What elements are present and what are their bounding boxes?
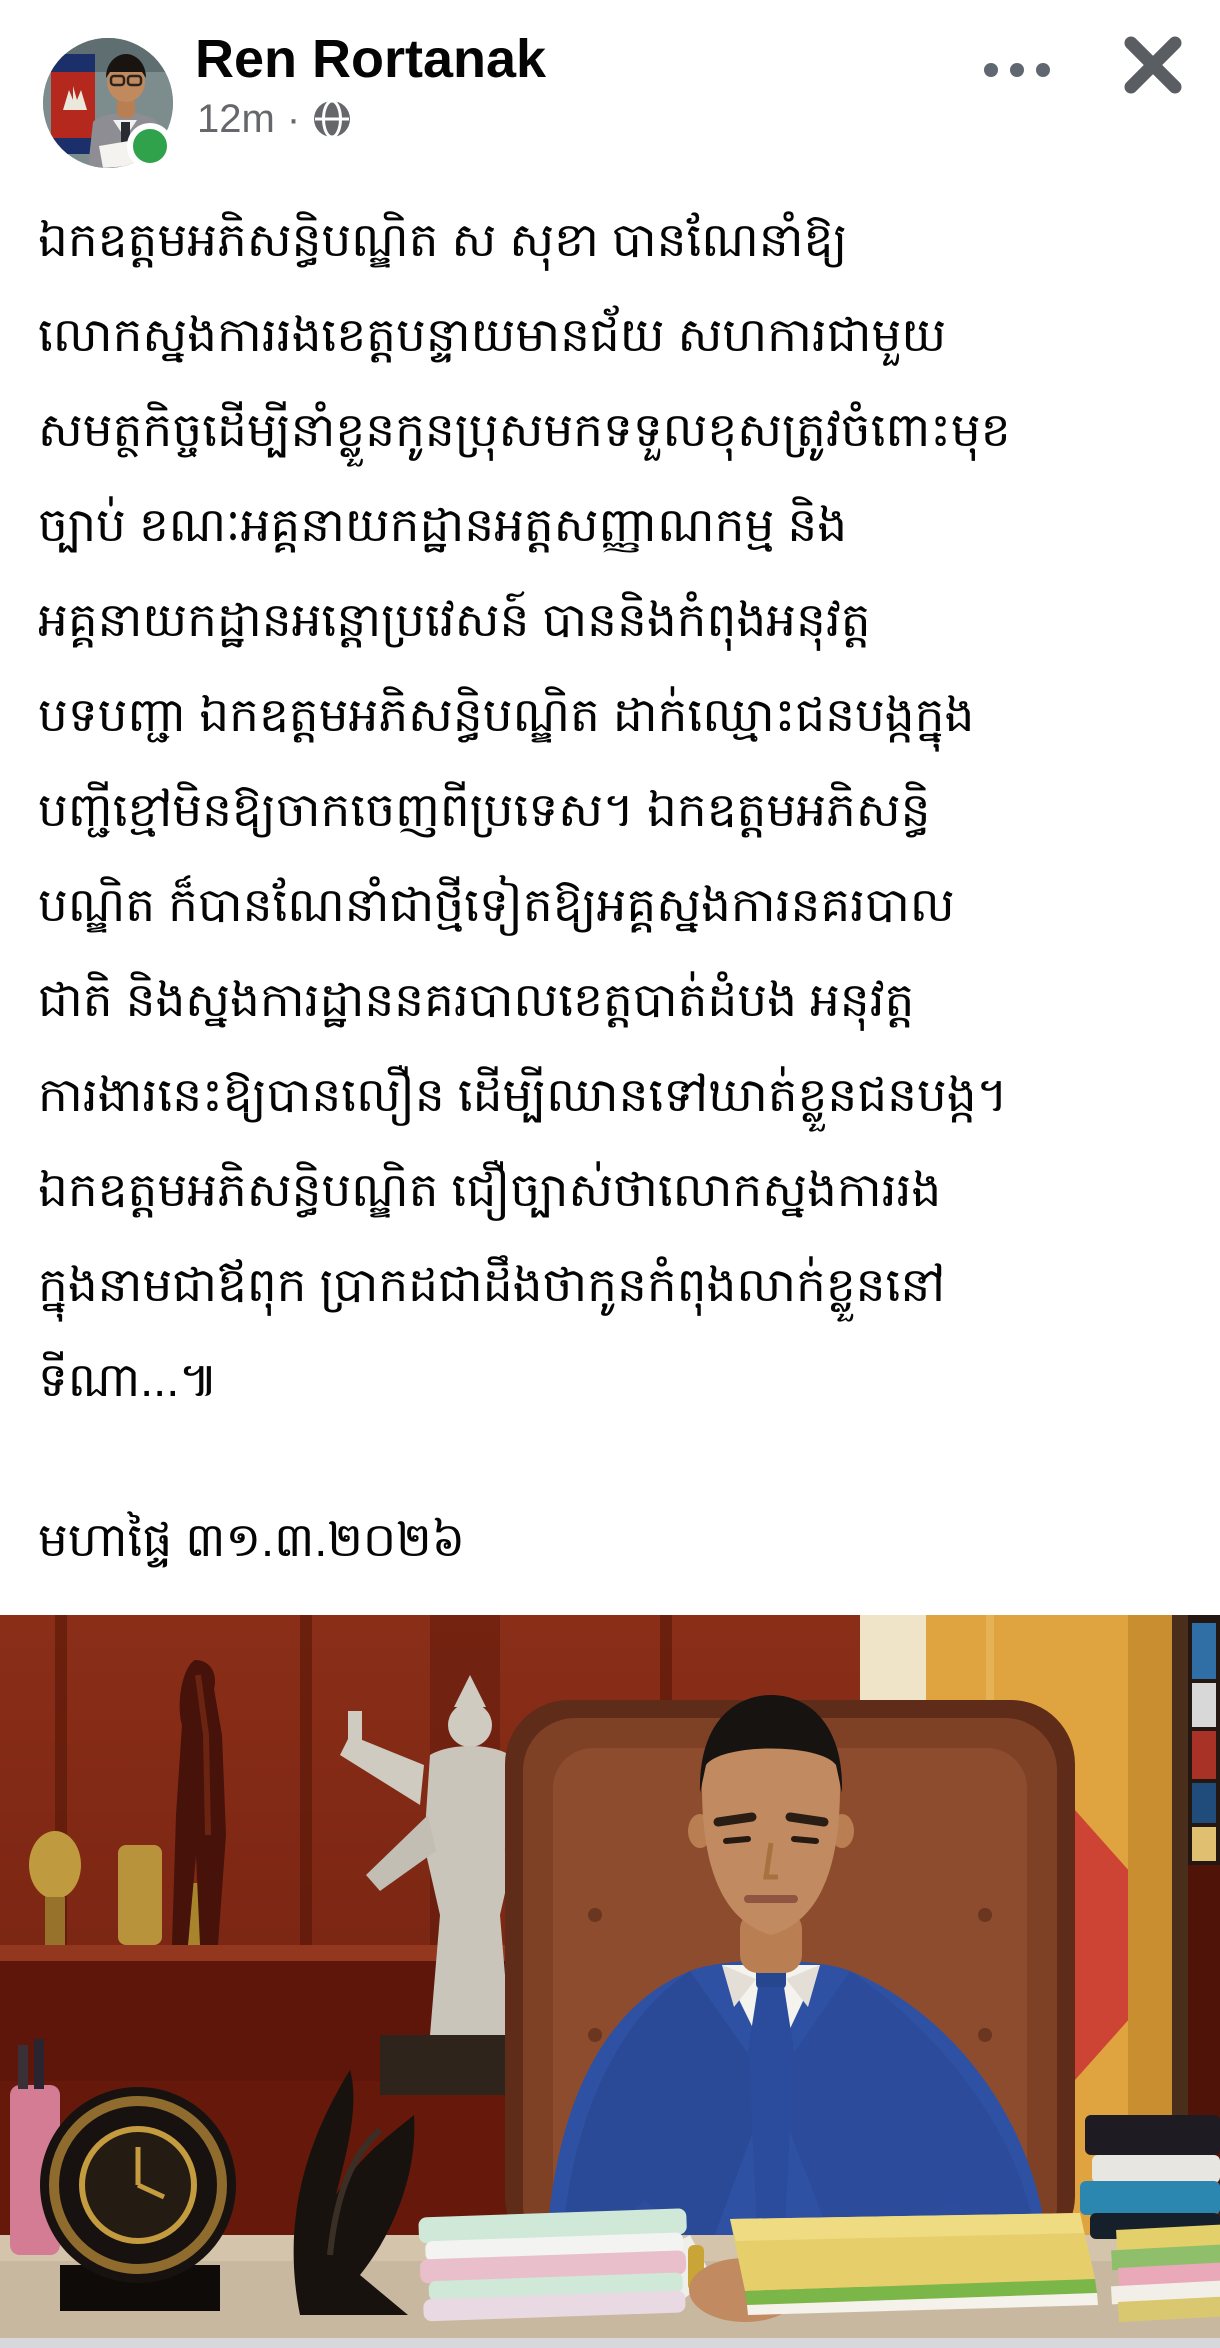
post-text-line: ឯកឧត្តមអភិសន្ធិបណ្ឌិត ជឿច្បាស់ថាលោកស្នងការរង: [38, 1163, 942, 1216]
post-text-line: ច្បាប់ ខណៈអគ្គនាយកដ្ឋានអត្តសញ្ញាណកម្ម និង: [38, 498, 848, 551]
cambodia-flag: [51, 54, 95, 154]
book-stack-right: [1080, 2115, 1220, 2239]
post-text-line: ការងារនេះឱ្យបានលឿន ដើម្បីឈានទៅឃាត់ខ្លួនជនបង្ក។: [38, 1068, 1008, 1121]
post-date-line: មហាផ្ទៃ ៣១.៣.២០២៦: [38, 1513, 466, 1566]
post-meta: [197, 96, 352, 142]
desk-clock: [40, 2087, 236, 2311]
next-section-divider: [0, 2338, 1220, 2348]
ellipsis-dot: [1036, 63, 1050, 77]
close-icon: [1118, 30, 1188, 100]
folder-stack-left: [418, 2208, 689, 2321]
post-text-line: បណ្ឌិត ក៏បានណែនាំជាថ្មីទៀតឱ្យអគ្គស្នងការនគរបាល: [38, 878, 955, 931]
post-text-line: ក្នុងនាមជាឪពុក ប្រាកដជាដឹងថាកូនកំពុងលាក់ខ្លួននៅ: [38, 1258, 946, 1311]
ellipsis-dot: [1010, 63, 1024, 77]
post-text-line: អគ្គនាយកដ្ឋានអន្តោប្រវេសន៍ បាននិងកំពុងអនុវត្ត: [38, 593, 871, 646]
close-button[interactable]: [1118, 30, 1188, 100]
post-text-line: ជាតិ និងស្នងការដ្ឋាននគរបាលខេត្តបាត់ដំបង អនុវត្ត: [38, 973, 915, 1026]
bookshelf: [1188, 1615, 1220, 1865]
yellow-folder: [730, 2213, 1098, 2315]
post-text: [38, 192, 1186, 1427]
post-text-line: សមត្ថកិច្ចដើម្បីនាំខ្លួនកូនប្រុសមកទទួលខុសត្រូវចំពោះមុខ: [38, 403, 1011, 456]
ellipsis-dot: [984, 63, 998, 77]
post-text-line: បទបញ្ជា ឯកឧត្តមអភិសន្ធិបណ្ឌិត ដាក់ឈ្មោះជនបង្កក្នុង: [38, 688, 975, 741]
post-photo[interactable]: [0, 1615, 1220, 2338]
globe-icon: [312, 99, 352, 139]
dot-separator: ·: [286, 97, 301, 141]
post-text-line: លោកស្នងការរងខេត្តបន្ទាយមានជ័យ សហការជាមួយ: [38, 308, 947, 361]
online-status-indicator: [127, 123, 173, 169]
more-options-button[interactable]: [972, 40, 1062, 100]
post-text-line: ឯកឧត្តមអភិសន្ធិបណ្ឌិត ស សុខា បានណែនាំឱ្យ: [38, 213, 848, 266]
post-text-line: បញ្ជីខ្មៅមិនឱ្យចាកចេញពីប្រទេស។ ឯកឧត្តមអភិសន្ធិ: [38, 783, 931, 836]
timestamp: 12m: [197, 97, 275, 141]
photo-scene: [0, 1615, 1220, 2338]
post-text-line: ទីណា...៕: [38, 1353, 219, 1406]
author-name[interactable]: Ren Rortanak: [195, 29, 547, 89]
folder-stack-right: [1108, 2224, 1220, 2323]
